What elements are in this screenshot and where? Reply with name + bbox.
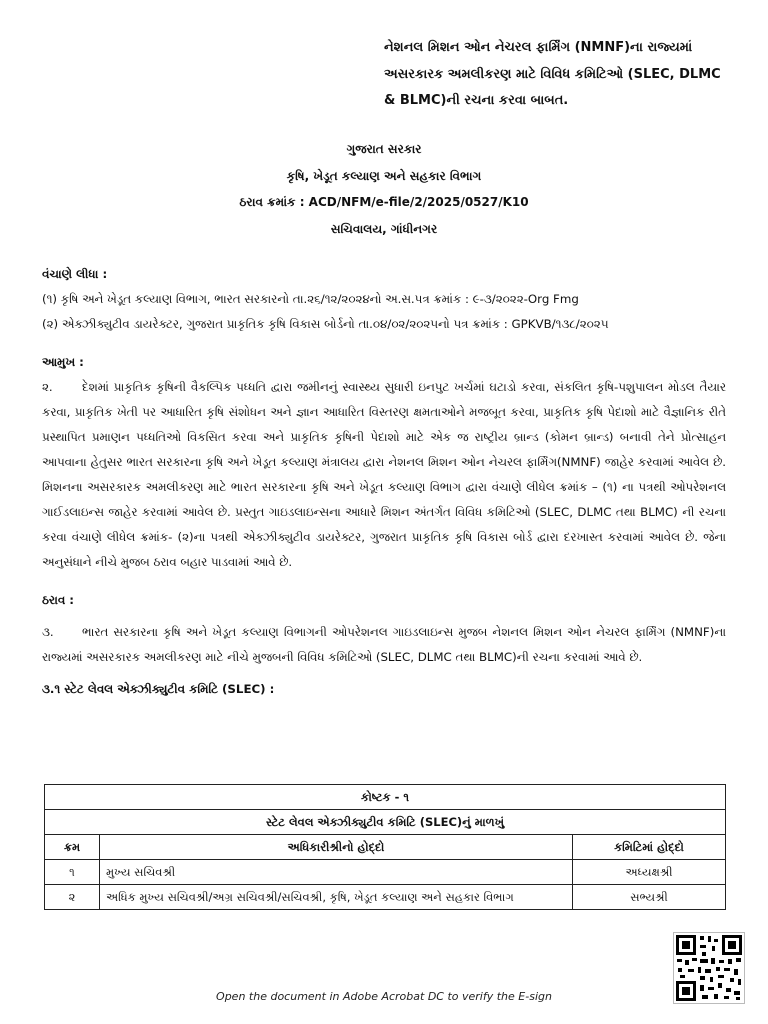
department-name: કૃષિ, ખેડૂત કલ્યાણ અને સહકાર વિભાગ xyxy=(286,168,482,183)
read-item: (૨) એક્ઝીક્યુટીવ ડાયરેક્ટર, ગુજરાત પ્રાકૃતિક કૃષિ વિકાસ બોર્ડનો તા.૦૪/૦૨/૨૦૨૫નો પત્ર ક્રમાંક : GPKVB/૧૩૮/૨૦૨૫ xyxy=(42,317,609,331)
read-item: (૧) કૃષિ અને ખેડૂત કલ્યાણ વિભાગ, ભારત સરકારનો તા.૨૬/૧૨/૨૦૨૪નો અ.સ.પત્ર ક્રમાંક : ૯-૩/૨૦૨૨-Org Fmg xyxy=(42,292,579,306)
table-row xyxy=(45,885,726,910)
resolution-number: ઠરાવ ક્રમાંક : ACD/NFM/e-file/2/2025/0527/K10 xyxy=(239,195,529,209)
preamble-text: દેશમાં પ્રાકૃતિક કૃષિની વૈકલ્પિક પધ્ધતિ દ્વારા જમીનનું સ્વાસ્થ્ય સુધારી ઇનપુટ ખર્ચમાં ઘટાડો કરવા, સંકલિત કૃષિ-પશુપાલન મોડલ તૈયાર કરવા, પ્રાકૃતિક ખેતી પર આધારિત કૃષિ સંશોધન અને જ્ઞાન આધારિત વિસ્તરણ ક્ષમતાઓને મજબૂત કરવા, પ્રાકૃતિક કૃષિ પેદાશો માટે વૈજ્ઞાનિક રીતે પ્રસ્થાપિત પ્રમાણન પધ્ધતિઓ વિકસિત કરવા અને પ્રાકૃતિક કૃષિની પેદાશો માટે એક જ રાષ્ટ્રીય બ્રાન્ડ (કોમન બ્રાન્ડ) બનાવી તેને પ્રોત્સાહન આપવાના હેતુસર ભારત સરકારના કૃષિ અને ખેડૂત કલ્યાણ મંત્રાલય દ્વારા નેશનલ મિશન ઓન નેચરલ ફાર્મિંગ(NMNF) જાહેર કરવામાં આવેલ છે. મિશનના અસરકારક અમલીકરણ માટે ભારત સરકારના કૃષિ અને ખેડૂત કલ્યાણ વિભાગ દ્વારા વંચાણે લીધેલ ક્રમાંક – (૧) ના પત્રથી ઓપરેશનલ ગાઈડલાઇન્સ જાહેર કરવામાં આવેલ છે. પ્રસ્તુત ગાઇડલાઇન્સના આધારે મિશન અંતર્ગત વિવિધ કમિટિઓ (SLEC, DLMC તથા BLMC) ની રચના કરવા વંચાણે લીધેલ ક્રમાંક- (૨)ના પત્રથી એક્ઝીક્યુટીવ ડાયરેક્ટર, ગુજરાત પ્રાકૃતિક કૃષિ વિકાસ બોર્ડ દ્વારા દરખાસ્ત કરવામાં આવેલ છે. જેના અનુસંધાને નીચે મુજબ ઠરાવ બહાર પાડવામાં આવે છે. xyxy=(42,380,726,569)
paragraph-number: ૩. xyxy=(42,625,54,639)
paragraph-number: ૨. xyxy=(42,380,53,394)
table-cell-committee-role: અધ્યક્ષશ્રી xyxy=(573,860,726,885)
subject-line: અસરકારક અમલીકરણ માટે વિવિધ કમિટિઓ (SLEC, DLMC xyxy=(384,66,721,82)
column-header-serial: ક્રમ xyxy=(45,835,100,860)
table-subtitle-row xyxy=(45,810,726,835)
document-body xyxy=(42,262,726,702)
subject-line: & BLMC)ની રચના કરવા બાબત. xyxy=(384,93,569,108)
table-cell-designation: અધિક મુખ્ય સચિવશ્રી/અગ્ર સચિવશ્રી/સચિવશ્રી, કૃષિ, ખેડૂત કલ્યાણ અને સહકાર વિભાગ xyxy=(100,885,573,910)
table-cell-serial: ૨ xyxy=(45,885,100,910)
subject-line: નેશનલ મિશન ઓન નેચરલ ફાર્મિંગ (NMNF)ના રાજ્યમાં xyxy=(384,40,693,55)
table-cell-committee-role: સભ્યશ્રી xyxy=(573,885,726,910)
table-caption-row xyxy=(45,785,726,810)
preamble-title: આમુખ : xyxy=(42,355,84,369)
government-name: ગુજરાત સરકાર xyxy=(346,142,422,156)
column-header-designation: અધિકારીશ્રીનો હોદ્દો xyxy=(100,835,573,860)
table-caption: કોષ્ટક - ૧ xyxy=(45,785,726,810)
resolution-paragraph xyxy=(42,620,726,670)
table-cell-serial: ૧ xyxy=(45,860,100,885)
e-sign-footer-note: Open the document in Adobe Acrobat DC to verify the E-sign xyxy=(216,990,552,1003)
place-name: સચિવાલય, ગાંધીનગર xyxy=(330,221,438,236)
subject-block xyxy=(384,35,734,115)
table-row xyxy=(45,860,726,885)
resolution-title: ઠરાવ : xyxy=(42,593,75,607)
subsection-title: ૩.૧ સ્ટેટ લેવલ એક્ઝીક્યુટીવ કમિટિ (SLEC) : xyxy=(42,682,275,696)
resolution-text: ભારત સરકારના કૃષિ અને ખેડૂત કલ્યાણ વિભાગની ઓપરેશનલ ગાઇડલાઇન્સ મુજબ નેશનલ મિશન ઓન નેચરલ ફાર્મિંગ (NMNF)ના રાજ્યમાં અસરકારક અમલીકરણ માટે નીચે મુજબની વિવિધ કમિટિઓ (SLEC, DLMC તથા BLMC)ની રચના કરવામાં આવે છે. xyxy=(42,625,726,664)
table-header-row xyxy=(45,835,726,860)
slec-structure-table xyxy=(44,784,726,910)
preamble-paragraph xyxy=(42,375,726,575)
column-header-committee-role: કમિટિમાં હોદ્દો xyxy=(573,835,726,860)
read-title: વંચાણે લીધા : xyxy=(42,267,108,281)
table-subtitle: સ્ટેટ લેવલ એક્ઝીક્યુટીવ કમિટિ (SLEC)નું માળખું xyxy=(45,810,726,835)
table-cell-designation: મુખ્ય સચિવશ્રી xyxy=(100,860,573,885)
document-header xyxy=(0,136,768,242)
